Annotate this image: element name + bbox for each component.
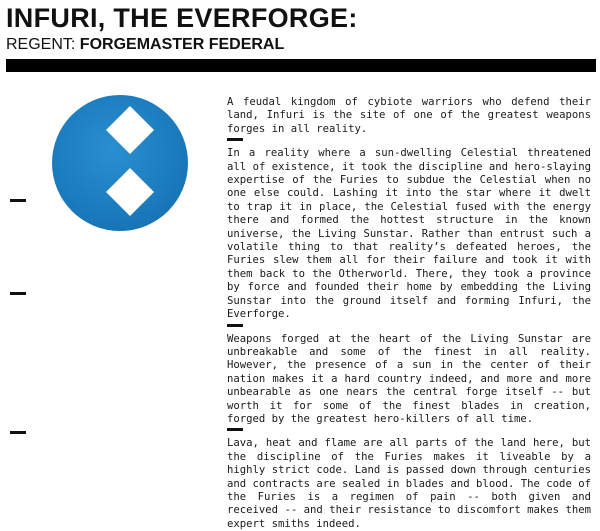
emblem-circle xyxy=(52,95,188,231)
paragraph-divider xyxy=(227,428,243,431)
regent-name: FORGEMASTER FEDERAL xyxy=(79,36,285,53)
regent-label: REGENT: xyxy=(6,36,80,53)
page-title: INFURI, THE EVERFORGE: xyxy=(6,3,358,33)
paragraph: A feudal kingdom of cybiote warriors who defend their land, Infuri is the site of one of the greatest weapons forges in all reality. xyxy=(227,96,591,135)
margin-dash xyxy=(10,431,26,434)
margin-dash xyxy=(10,199,26,202)
faction-emblem-icon xyxy=(50,93,190,233)
header-rule xyxy=(6,59,596,72)
paragraph-divider xyxy=(227,324,243,327)
body-text xyxy=(227,96,591,531)
paragraph: Lava, heat and flame are all parts of the land here, but the discipline of the Furies makes it liveable by a highly strict code. Land is passed down through centuries and contracts are sealed in blades and blood. The code of the Furies is a regimen of pain -- both given and received -- and their resistance to discomfort makes them expert smiths indeed. xyxy=(227,437,591,530)
paragraph-divider xyxy=(227,138,243,141)
regent-line xyxy=(6,35,284,55)
paragraph: In a reality where a sun-dwelling Celestial threatened all of existence, it took the discipline and hero-slaying expertise of the Furies to subdue the Celestial when no one else could. Lashing it into the star where it dwelt to trap it in place, the Celestial fused with the energy there and formed the hottest structure in the known universe, the Living Sunstar. Rather than entrust such a volatile thing to that reality’s defeated heroes, the Furies slew them all for their failure and took it with them back to the Otherworld. There, they took a province by force and founded their home by embedding the Living Sunstar into the ground itself and forming Infuri, the Everforge. xyxy=(227,147,591,321)
paragraph: Weapons forged at the heart of the Living Sunstar are unbreakable and some of the finest in all reality. However, the presence of a sun in the center of their nation makes it a hard country indeed, and more and more unbearable as one nears the central forge itself -- but worth it for some of the finest blades in creation, forged by the greatest hero-killers of all time. xyxy=(227,332,591,425)
margin-dash xyxy=(10,292,26,295)
